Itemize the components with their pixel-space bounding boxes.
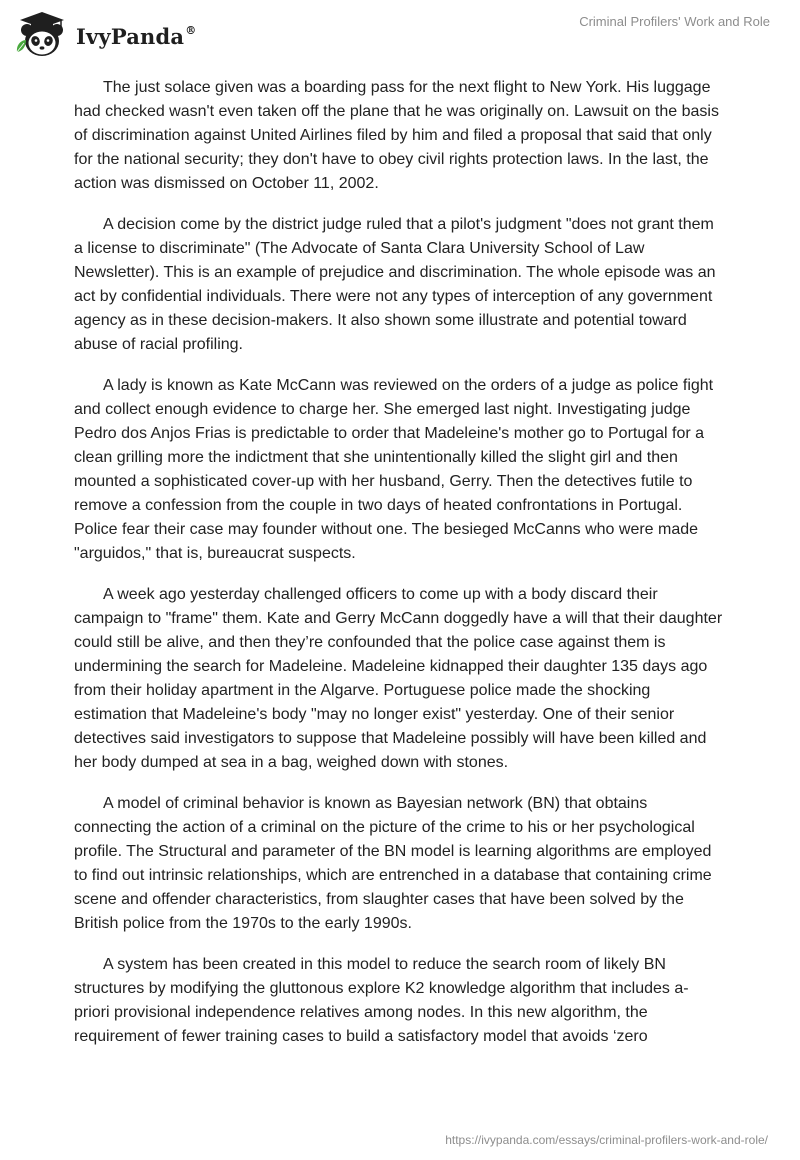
essay-body (74, 76, 724, 1066)
panda-graduate-icon (14, 8, 70, 60)
registered-mark: ® (185, 23, 197, 37)
source-url-link[interactable]: https://ivypanda.com/essays/criminal-profilers-work-and-role/ (445, 1133, 768, 1147)
brand-name (76, 24, 196, 49)
ivypanda-logo[interactable] (14, 8, 196, 60)
brand-wordmark: IvyPanda (76, 23, 185, 49)
paragraph: A decision come by the district judge ruled that a pilot's judgment "does not grant them a license to discriminate" (The Advocate of Santa Clara University School of Law Newsletter). This is an example of prejudice and discrimination. The whole episode was an act by confidential individuals. There were not any types of interception of any government agency as in these decision-makers. It also shown some illustrate and potential toward abuse of racial profiling. (74, 216, 716, 353)
paragraph: A lady is known as Kate McCann was reviewed on the orders of a judge as police fight and collect enough evidence to charge her. She emerged last night. Investigating judge Pedro dos Anjos Frias is predictable to order that Madeleine's mother go to Portugal for a clean grilling more the indictment that she unintentionally killed the slight girl and then mounted a sophisticated cover-up with her husband, Gerry. Then the detectives futile to remove a confession from the couple in two days of heated confrontations in Portugal. Police fear their case may founder without one. The besieged McCanns who were made "arguidos," that is, bureaucrat suspects. (74, 377, 714, 562)
paragraph: A system has been created in this model to reduce the search room of likely BN structures by modifying the gluttonous explore K2 knowledge algorithm that includes a-priori provisional independence relatives among nodes. In this new algorithm, the requirement of fewer training cases to build a satisfactory model that avoids ‘zero (74, 956, 689, 1045)
paragraph: A model of criminal behavior is known as Bayesian network (BN) that obtains connecting the action of a criminal on the picture of the crime to his or her psychological profile. The Structural and parameter of the BN model is learning algorithms are employed to find out intrinsic relationships, which are entrenched in a database that containing crime scene and offender characteristics, from slaughter cases that have been solved by the British police from the 1970s to the early 1990s. (74, 795, 712, 932)
page-header (0, 0, 800, 70)
paragraph: A week ago yesterday challenged officers to come up with a body discard their campaign to "frame" them. Kate and Gerry McCann doggedly have a will that their daughter could still be alive, and then they’re confounded that the police case against them is undermining the search for Madeleine. Madeleine kidnapped their daughter 135 days ago from their holiday apartment in the Algarve. Portuguese police made the shocking estimation that Madeleine's body "may no longer exist" yesterday. One of their senior detectives said investigators to suppose that Madeleine possibly will have been killed and her body dumped at sea in a bag, weighed down with stones. (74, 586, 723, 771)
paragraph: The just solace given was a boarding pass for the next flight to New York. His luggage had checked wasn't even taken off the plane that he was originally on. Lawsuit on the basis of discrimination against United Airlines filed by him and filed a proposal that said that only for the national security; they don't have to obey civil rights protection laws. In the last, the action was dismissed on October 11, 2002. (74, 79, 719, 192)
document-title: Criminal Profilers' Work and Role (579, 14, 770, 29)
